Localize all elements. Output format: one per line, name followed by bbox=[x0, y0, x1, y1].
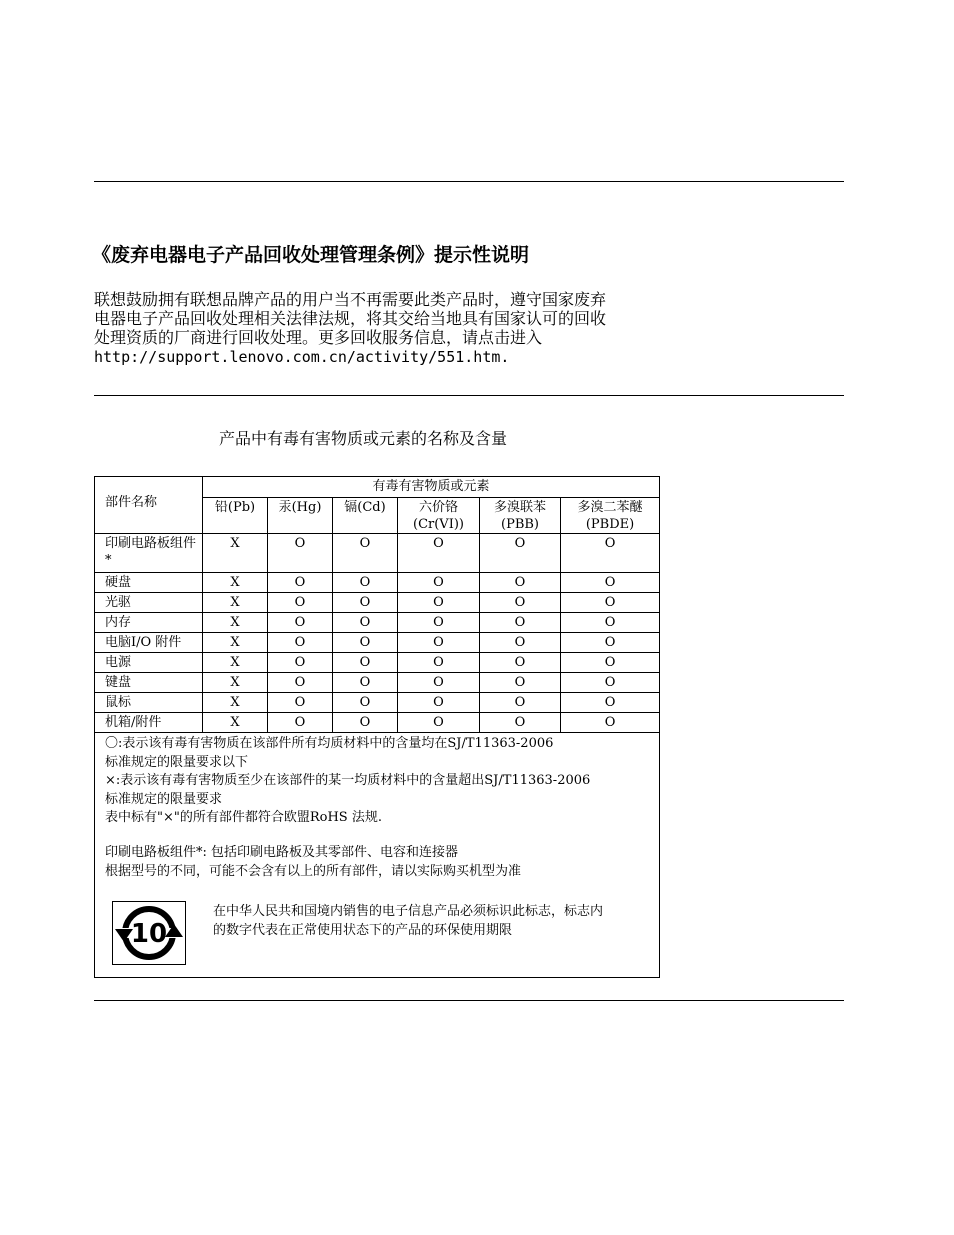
table-header-row bbox=[95, 477, 660, 498]
substance-value-cell: O bbox=[480, 713, 561, 733]
substance-value-cell: X bbox=[203, 573, 268, 593]
substance-value-cell: O bbox=[480, 693, 561, 713]
substance-value-cell: O bbox=[398, 534, 480, 573]
substance-value-cell: X bbox=[203, 633, 268, 653]
pcb-note: 印刷电路板组件*: 包括印刷电路板及其零部件、电容和连接器 bbox=[105, 844, 459, 860]
substance-value-cell: X bbox=[203, 534, 268, 573]
table-row bbox=[95, 633, 660, 653]
substance-value-cell: O bbox=[333, 673, 398, 693]
recycling-url-link[interactable]: http://support.lenovo.com.cn/activity/551.htm. bbox=[94, 348, 510, 366]
substance-header: 汞(Hg) bbox=[268, 498, 333, 534]
substance-value-cell: X bbox=[203, 713, 268, 733]
substance-value-cell: O bbox=[398, 613, 480, 633]
substance-value-cell: O bbox=[268, 573, 333, 593]
substance-value-cell: O bbox=[480, 633, 561, 653]
part-name-cell: 电源 bbox=[95, 653, 203, 673]
efup-section bbox=[105, 901, 659, 965]
rohs-note: 表中标有"×"的所有部件都符合欧盟RoHS 法规. bbox=[105, 810, 382, 826]
substance-value-cell: O bbox=[480, 673, 561, 693]
o-symbol-note: 〇:表示该有毒有害物质在该部件所有均质材料中的含量均在SJ/T11363-2006 bbox=[105, 736, 554, 751]
substance-value-cell: O bbox=[268, 593, 333, 613]
substance-value-cell: O bbox=[398, 593, 480, 613]
substance-value-cell: O bbox=[561, 693, 660, 713]
substance-value-cell: O bbox=[480, 653, 561, 673]
substance-value-cell: O bbox=[561, 713, 660, 733]
part-name-cell: 鼠标 bbox=[95, 693, 203, 713]
part-name-cell: 光驱 bbox=[95, 593, 203, 613]
notes-cell bbox=[95, 733, 660, 978]
substance-value-cell: O bbox=[333, 573, 398, 593]
middle-divider bbox=[94, 395, 844, 396]
part-name-cell: 硬盘 bbox=[95, 573, 203, 593]
substance-value-cell: X bbox=[203, 653, 268, 673]
substance-value-cell: O bbox=[268, 653, 333, 673]
efup-number: 10 bbox=[130, 919, 168, 950]
table-row bbox=[95, 573, 660, 593]
top-divider bbox=[94, 181, 844, 182]
x-symbol-note: 标准规定的限量要求 bbox=[105, 791, 223, 807]
part-name-cell: 键盘 bbox=[95, 673, 203, 693]
substance-value-cell: X bbox=[203, 693, 268, 713]
x-symbol-note: ×:表示该有毒有害物质至少在该部件的某一均质材料中的含量超出SJ/T11363-2006 bbox=[105, 773, 591, 789]
table-row bbox=[95, 713, 660, 733]
substance-value-cell: O bbox=[398, 633, 480, 653]
intro-paragraph bbox=[94, 290, 734, 367]
intro-line: 电器电子产品回收处理相关法律法规，将其交给当地具有国家认可的回收 bbox=[94, 309, 607, 328]
table-body bbox=[95, 534, 660, 733]
substance-value-cell: O bbox=[561, 573, 660, 593]
substance-value-cell: O bbox=[333, 693, 398, 713]
substance-value-cell: O bbox=[398, 573, 480, 593]
hazardous-substances-table bbox=[94, 476, 660, 978]
substance-value-cell: O bbox=[398, 653, 480, 673]
efup-description: 在中华人民共和国境内销售的电子信息产品必须标识此标志，标志内 的数字代表在正常使用状态下的产品的环保使用期限 bbox=[213, 904, 604, 939]
intro-line: 处理资质的厂商进行回收处理。更多回收服务信息，请点击进入 bbox=[94, 328, 543, 347]
substance-value-cell: O bbox=[268, 534, 333, 573]
substance-header: 镉(Cd) bbox=[333, 498, 398, 534]
part-name-cell: 电脑I/O 附件 bbox=[95, 633, 203, 653]
bottom-divider bbox=[94, 1000, 844, 1001]
substance-value-cell: O bbox=[333, 713, 398, 733]
substance-value-cell: O bbox=[333, 534, 398, 573]
substance-header: 多溴联苯 (PBB) bbox=[480, 498, 561, 534]
o-symbol-note: 标准规定的限量要求以下 bbox=[105, 754, 249, 770]
substance-value-cell: O bbox=[333, 613, 398, 633]
substance-value-cell: O bbox=[480, 613, 561, 633]
substance-value-cell: O bbox=[480, 573, 561, 593]
table-row bbox=[95, 673, 660, 693]
substance-value-cell: O bbox=[268, 633, 333, 653]
substance-value-cell: O bbox=[480, 534, 561, 573]
part-name-header: 部件名称 bbox=[95, 477, 203, 534]
substance-header: 多溴二苯醚 (PBDE) bbox=[561, 498, 660, 534]
substances-group-header: 有毒有害物质或元素 bbox=[203, 477, 660, 498]
substance-value-cell: X bbox=[203, 613, 268, 633]
substance-value-cell: O bbox=[561, 534, 660, 573]
part-name-cell: 机箱/附件 bbox=[95, 713, 203, 733]
substance-value-cell: O bbox=[398, 693, 480, 713]
substance-value-cell: O bbox=[333, 633, 398, 653]
substance-value-cell: O bbox=[333, 593, 398, 613]
part-name-cell: 内存 bbox=[95, 613, 203, 633]
substance-header: 铅(Pb) bbox=[203, 498, 268, 534]
substance-value-cell: O bbox=[268, 673, 333, 693]
part-name-cell: 印刷电路板组件* bbox=[95, 534, 203, 573]
substance-value-cell: O bbox=[268, 713, 333, 733]
substance-header: 六价铬 (Cr(VI)) bbox=[398, 498, 480, 534]
substance-value-cell: X bbox=[203, 673, 268, 693]
efup-logo-icon bbox=[112, 901, 186, 965]
substance-value-cell: O bbox=[561, 613, 660, 633]
substance-value-cell: O bbox=[561, 673, 660, 693]
page-title: 《废弃电器电子产品回收处理管理条例》提示性说明 bbox=[92, 244, 530, 266]
table-title: 产品中有毒有害物质或元素的名称及含量 bbox=[219, 429, 508, 448]
substance-value-cell: O bbox=[480, 593, 561, 613]
substance-value-cell: O bbox=[398, 713, 480, 733]
substance-value-cell: O bbox=[561, 593, 660, 613]
table-row bbox=[95, 653, 660, 673]
substance-value-cell: X bbox=[203, 593, 268, 613]
substance-value-cell: O bbox=[561, 653, 660, 673]
table-row bbox=[95, 534, 660, 573]
table-row bbox=[95, 613, 660, 633]
table-notes bbox=[95, 733, 659, 965]
substance-value-cell: O bbox=[398, 673, 480, 693]
substance-value-cell: O bbox=[333, 653, 398, 673]
table-row bbox=[95, 593, 660, 613]
substance-value-cell: O bbox=[561, 633, 660, 653]
table-row bbox=[95, 693, 660, 713]
intro-line: 联想鼓励拥有联想品牌产品的用户当不再需要此类产品时，遵守国家废弃 bbox=[94, 290, 607, 309]
notes-row bbox=[95, 733, 660, 978]
model-note: 根据型号的不同，可能不会含有以上的所有部件，请以实际购买机型为准 bbox=[105, 863, 522, 879]
substance-value-cell: O bbox=[268, 693, 333, 713]
substance-value-cell: O bbox=[268, 613, 333, 633]
